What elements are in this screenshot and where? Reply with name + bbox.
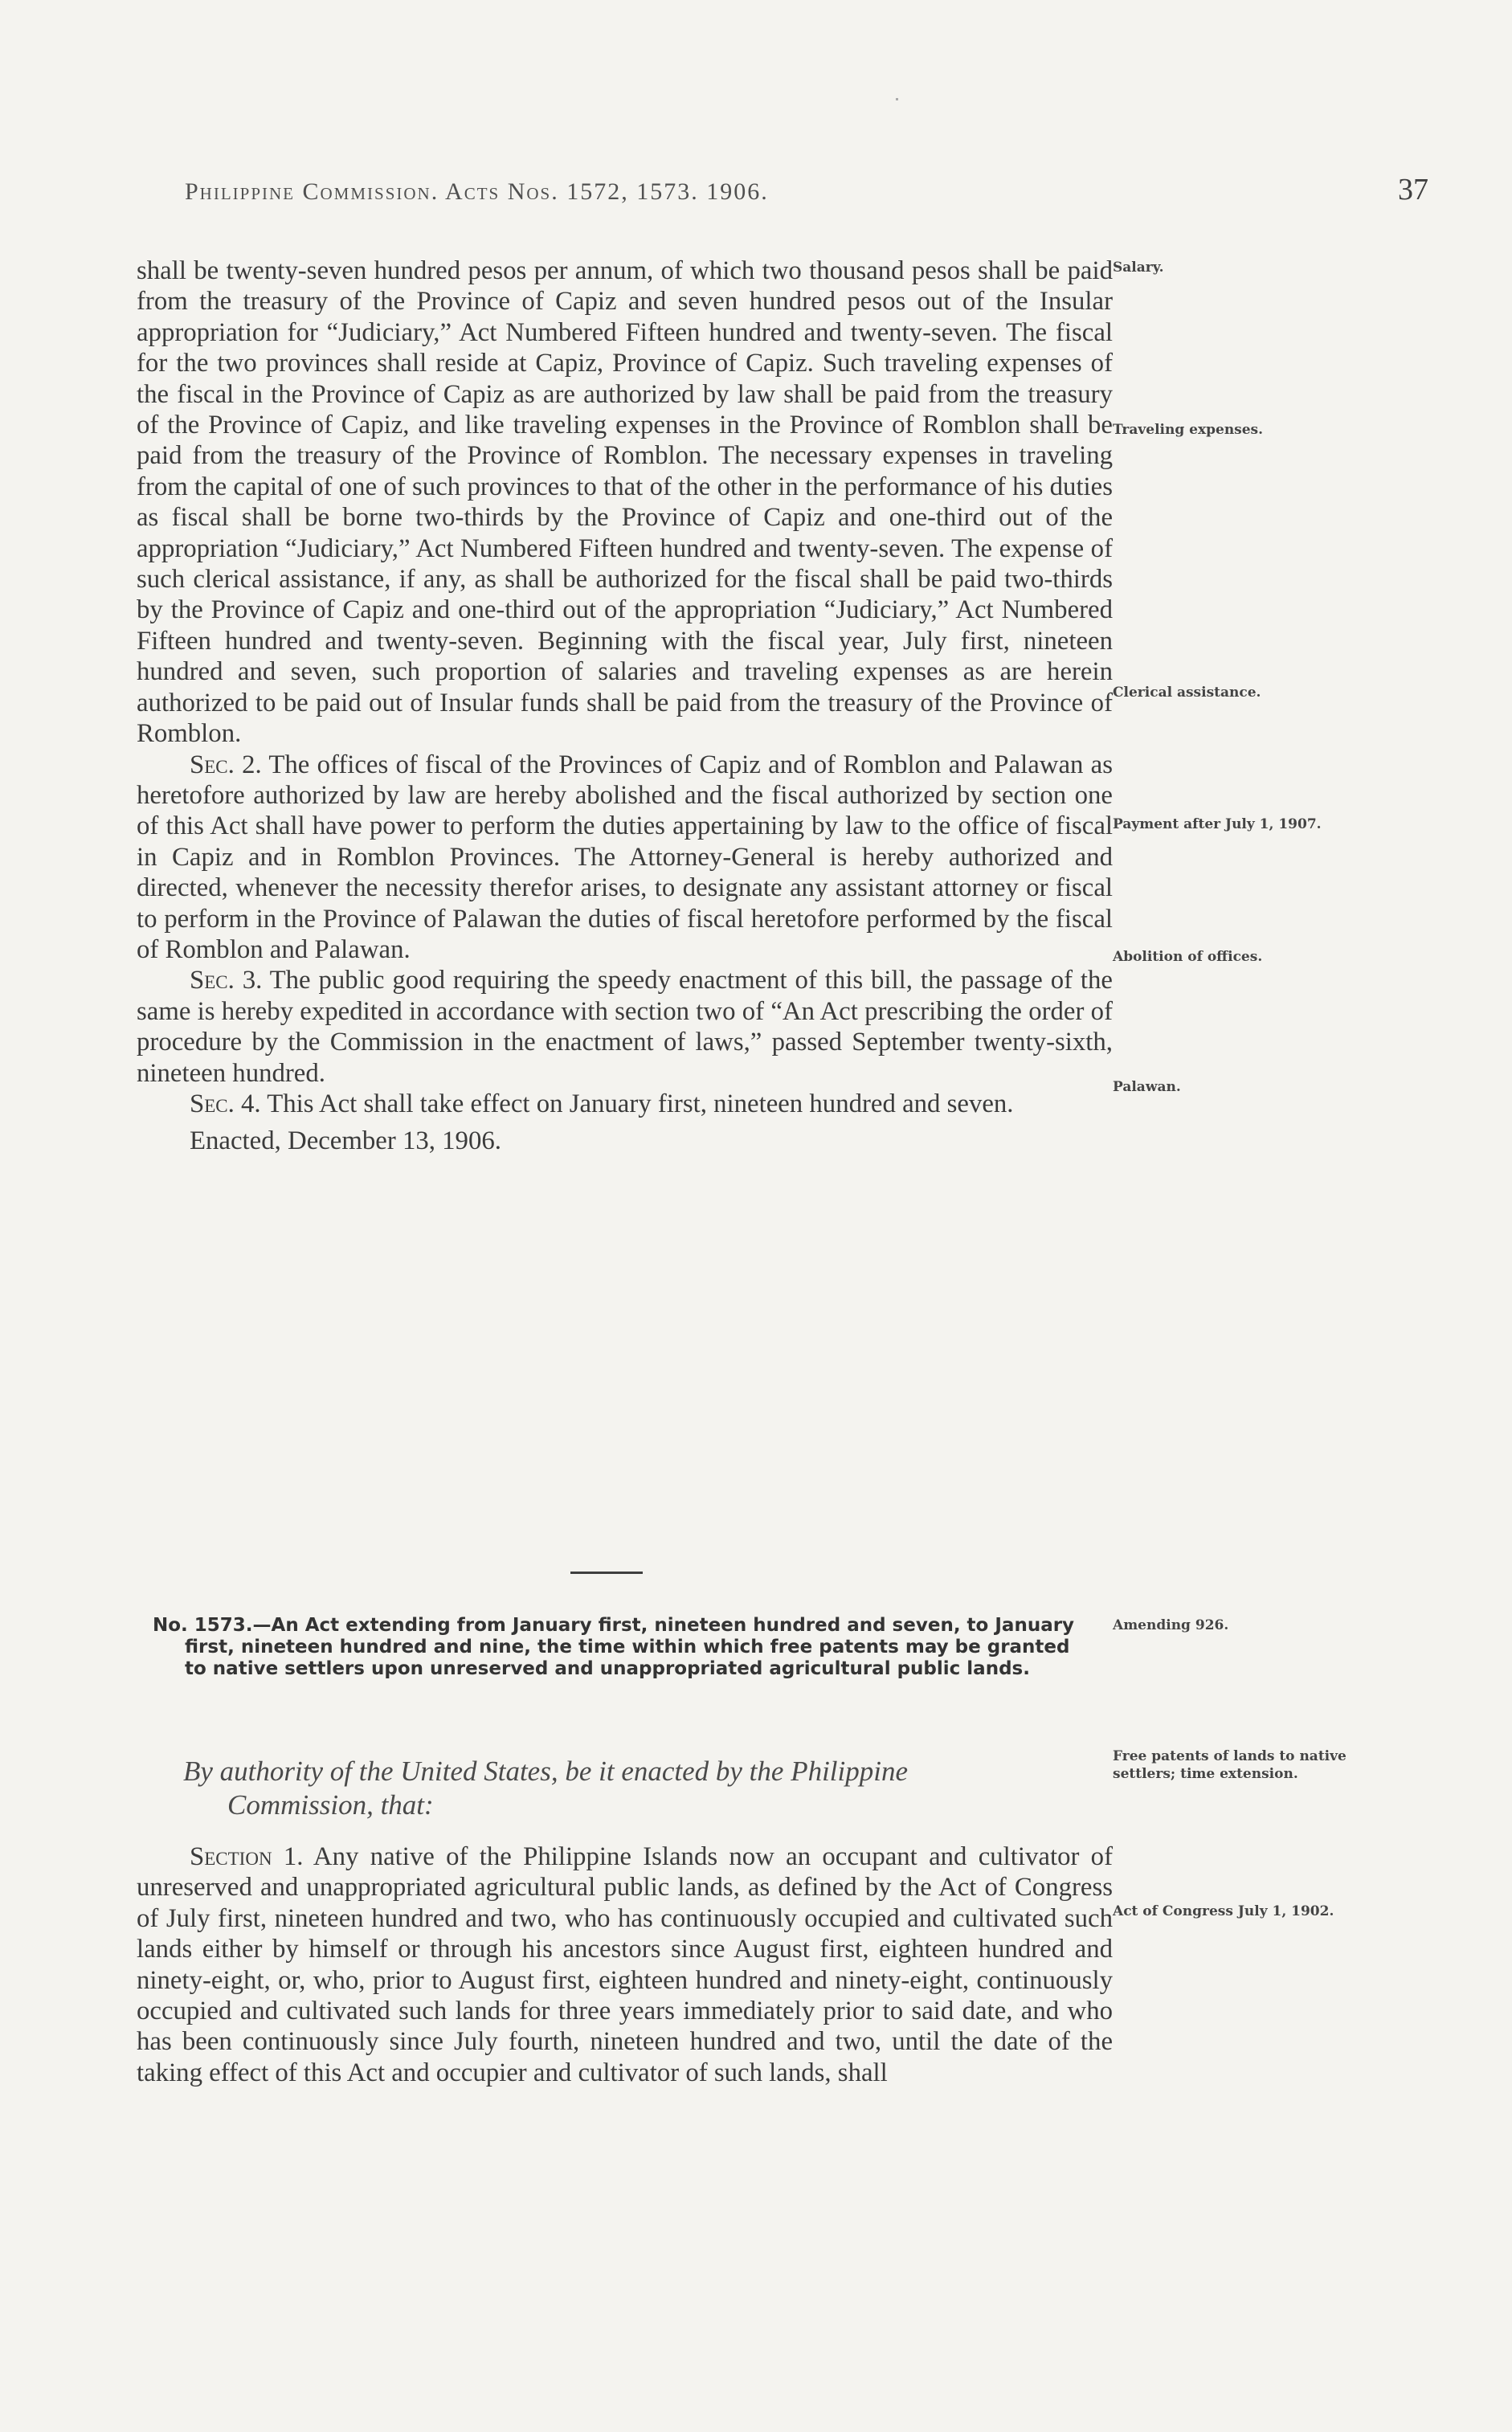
- margin-note-palawan: Palawan.: [1113, 1079, 1181, 1095]
- running-header: [185, 178, 1149, 206]
- margin-note-abolition: Abolition of offices.: [1113, 949, 1263, 965]
- enacting-line-2: Commission, that:: [227, 1789, 434, 1821]
- section-label: Section 1.: [190, 1842, 304, 1871]
- section-4: [137, 1089, 1113, 1119]
- section-label: Sec. 4.: [190, 1089, 261, 1118]
- section-text: This Act shall take effect on January first, nineteen hundred and seven.: [260, 1089, 1014, 1118]
- margin-note-free-patents: Free patents of lands to native settlers; time extension.: [1113, 1748, 1346, 1782]
- body-text-act-1573: [137, 1841, 1113, 2088]
- margin-note-salary: Salary.: [1113, 260, 1164, 276]
- section-2: [137, 750, 1113, 966]
- section-text: Any native of the Philippine Islands now an occupant and cultivator of unreserved and unappropriated agricultural public lands, as defined by the Act of Congress of July first, nineteen hundred and two, who has continuously occupied and cultivated such lands either by himself or through his ancestors since August first, eighteen hundred and ninety-eight, or, who, prior to August first, eighteen hundred and ninety-eight, continuously occupied and cultivated such lands for three years immediately prior to said date, and who has been continuously since July fourth, nineteen hundred and two, until the date of the taking effect of this Act and occupier and cultivator of such lands, shall: [137, 1842, 1113, 2087]
- margin-note-act-congress: Act of Congress July 1, 1902.: [1113, 1903, 1334, 1919]
- margin-note-amending: Amending 926.: [1113, 1617, 1229, 1633]
- section-label: Sec. 3.: [190, 966, 263, 995]
- margin-note-payment: Payment after July 1, 1907.: [1113, 816, 1322, 832]
- act-1573-heading: [153, 1615, 1097, 1680]
- section-divider: [570, 1572, 643, 1574]
- section-label: Sec. 2.: [190, 750, 262, 779]
- margin-note-traveling: Traveling expenses.: [1113, 422, 1264, 438]
- margin-note-clerical: Clerical assistance.: [1113, 685, 1261, 701]
- body-text-act-1572: [137, 255, 1113, 1157]
- section-text: The public good requiring the speedy enactment of this bill, the passage of the same is hereby expedited in accordance with section two of “An Act prescribing the order of procedure by the Commission in the enactment of laws,” passed September twenty-sixth, nineteen hundred.: [137, 966, 1113, 1088]
- page-number: 37: [1398, 173, 1428, 206]
- running-title: Philippine Commission. Acts Nos. 1572, 1573. 1906.: [185, 178, 769, 205]
- enacting-line-1: By authority of the United States, be it enacted by the Philippine: [183, 1756, 909, 1787]
- speck: [896, 98, 898, 100]
- enacting-clause: [183, 1755, 1115, 1822]
- section-3: [137, 965, 1113, 1089]
- enacted-date: Enacted, December 13, 1906.: [190, 1126, 501, 1156]
- act-title: No. 1573.—An Act extending from January first, nineteen hundred and seven, to January first, nineteen hundred and nine, the time within which free patents may be granted to native settlers upon unreserved and unappropriated agricultural public lands.: [153, 1615, 1075, 1679]
- section-text: The offices of fiscal of the Provinces of Capiz and of Romblon and Palawan as heretofore authorized by law are hereby abolished and the fiscal authorized by section one of this Act shall have power to perform the duties appertaining by law to the office of fiscal in Capiz and in Romblon Provinces. The Attorney-General is hereby authorized and directed, whenever the necessity therefor arises, to designate any assistant attorney or fiscal to perform in the Province of Palawan the duties of fiscal heretofore performed by the fiscal of Romblon and Palawan.: [137, 750, 1113, 964]
- paragraph-continuation: shall be twenty-seven hundred pesos per annum, of which two thousand pesos shall be paid from the treasury of the Province of Capiz and seven hundred pesos out of the Insular appropriation for “Judiciary,” Act Numbered Fifteen hundred and twenty-seven. The fiscal for the two provinces shall reside at Capiz, Province of Capiz. Such traveling expenses of the fiscal in the Province of Capiz as are authorized by law shall be paid from the treasury of the Province of Capiz, and like traveling expenses in the Province of Romblon shall be paid from the treasury of the Province of Romblon. The necessary expenses in traveling from the capital of one of such provinces to that of the other in the performance of his duties as fiscal shall be borne two-thirds by the Province of Capiz and one-third out of the appropriation “Judiciary,” Act Numbered Fifteen hundred and twenty-seven. The expense of such clerical assistance, if any, as shall be authorized for the fiscal shall be paid two-thirds by the Province of Capiz and one-third out of the appropriation “Judiciary,” Act Numbered Fifteen hundred and twenty-seven. Beginning with the fiscal year, July first, nineteen hundred and seven, such proportion of salaries and traveling expenses as are herein authorized to be paid out of Insular funds shall be paid from the treasury of the Province of Romblon.: [137, 256, 1113, 749]
- section-1: [137, 1841, 1113, 2088]
